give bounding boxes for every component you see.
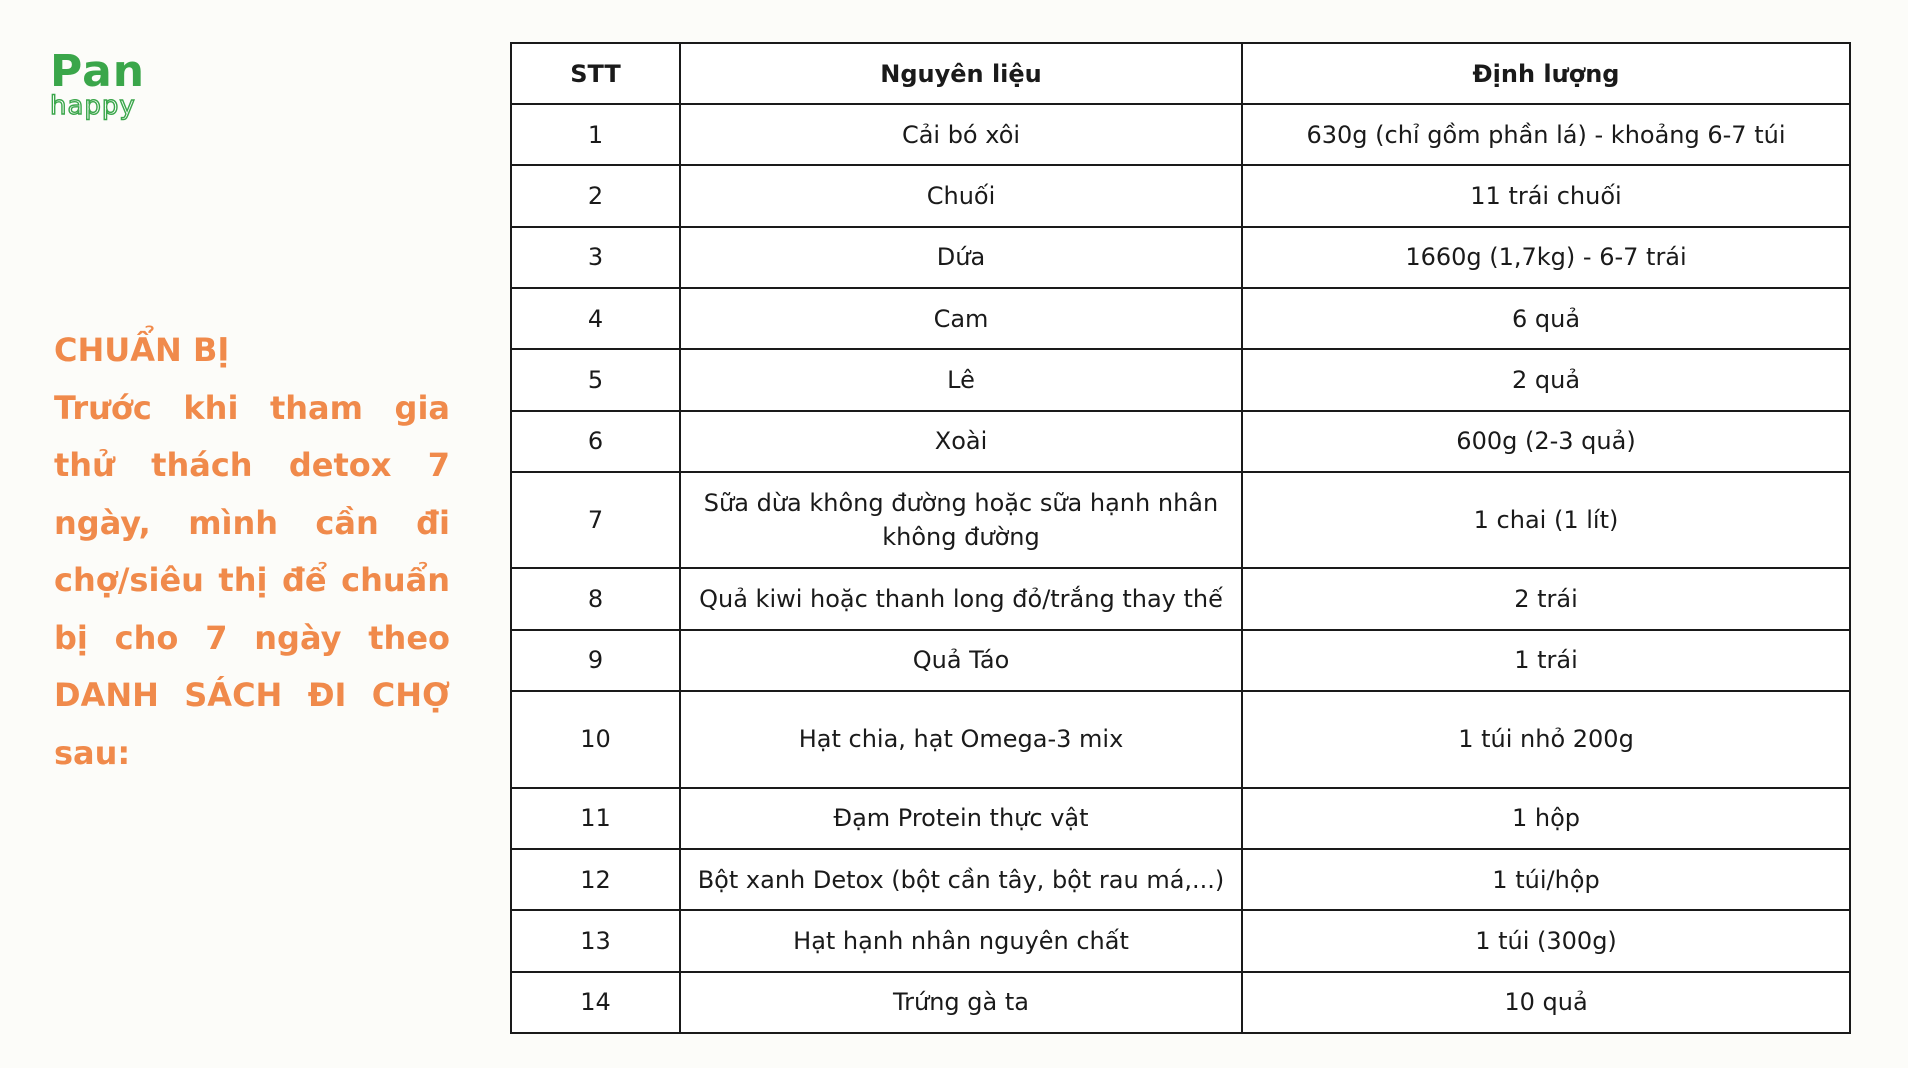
table-row — [511, 288, 1850, 349]
cell-quantity: 1660g (1,7kg) - 6-7 trái — [1242, 227, 1850, 288]
table-row — [511, 849, 1850, 910]
cell-ingredient: Dứa — [680, 227, 1242, 288]
table-header-row — [511, 43, 1850, 104]
table-row — [511, 691, 1850, 788]
cell-ingredient: Lê — [680, 349, 1242, 410]
cell-stt: 11 — [511, 788, 680, 849]
cell-stt: 14 — [511, 972, 680, 1033]
cell-stt: 13 — [511, 910, 680, 971]
cell-ingredient: Cam — [680, 288, 1242, 349]
shopping-list-table — [510, 42, 1851, 1034]
cell-stt: 2 — [511, 165, 680, 226]
cell-stt: 8 — [511, 568, 680, 629]
intro-heading: CHUẨN BỊ — [54, 331, 230, 369]
cell-stt: 5 — [511, 349, 680, 410]
logo-tagline: happy — [50, 91, 136, 121]
header-quantity: Định lượng — [1242, 43, 1850, 104]
cell-quantity: 1 túi nhỏ 200g — [1242, 691, 1850, 788]
cell-ingredient: Sữa dừa không đường hoặc sữa hạnh nhân không đường — [680, 472, 1242, 569]
cell-ingredient: Trứng gà ta — [680, 972, 1242, 1033]
table-row — [511, 349, 1850, 410]
cell-stt: 9 — [511, 630, 680, 691]
cell-quantity: 2 quả — [1242, 349, 1850, 410]
cell-ingredient: Quả kiwi hoặc thanh long đỏ/trắng thay thế — [680, 568, 1242, 629]
cell-ingredient: Hạt hạnh nhân nguyên chất — [680, 910, 1242, 971]
header-stt: STT — [511, 43, 680, 104]
cell-ingredient: Hạt chia, hạt Omega-3 mix — [680, 691, 1242, 788]
table-row — [511, 788, 1850, 849]
cell-quantity: 11 trái chuối — [1242, 165, 1850, 226]
table-row — [511, 630, 1850, 691]
intro-body: Trước khi tham gia thử thách detox 7 ngày, mình cần đi chợ/siêu thị để chuẩn bị cho 7 ngày theo DANH SÁCH ĐI CHỢ sau: — [54, 388, 450, 772]
cell-quantity: 1 trái — [1242, 630, 1850, 691]
cell-ingredient: Quả Táo — [680, 630, 1242, 691]
table-row — [511, 165, 1850, 226]
intro-text-block — [54, 322, 450, 782]
cell-stt: 1 — [511, 104, 680, 165]
cell-ingredient: Cải bó xôi — [680, 104, 1242, 165]
cell-quantity: 630g (chỉ gồm phần lá) - khoảng 6-7 túi — [1242, 104, 1850, 165]
cell-stt: 4 — [511, 288, 680, 349]
table-row — [511, 910, 1850, 971]
cell-quantity: 1 túi/hộp — [1242, 849, 1850, 910]
cell-quantity: 2 trái — [1242, 568, 1850, 629]
cell-quantity: 1 túi (300g) — [1242, 910, 1850, 971]
cell-stt: 12 — [511, 849, 680, 910]
shopping-list-table-container — [510, 42, 1849, 1034]
table-row — [511, 227, 1850, 288]
table-row — [511, 472, 1850, 569]
table-row — [511, 568, 1850, 629]
cell-ingredient: Xoài — [680, 411, 1242, 472]
cell-quantity: 600g (2-3 quả) — [1242, 411, 1850, 472]
cell-quantity: 10 quả — [1242, 972, 1850, 1033]
cell-stt: 7 — [511, 472, 680, 569]
cell-quantity: 1 chai (1 lít) — [1242, 472, 1850, 569]
header-ingredient: Nguyên liệu — [680, 43, 1242, 104]
table-row — [511, 411, 1850, 472]
pan-happy-logo — [50, 46, 190, 121]
cell-quantity: 1 hộp — [1242, 788, 1850, 849]
table-row — [511, 104, 1850, 165]
table-row — [511, 972, 1850, 1033]
logo-wordmark: Pan — [50, 46, 146, 97]
cell-stt: 10 — [511, 691, 680, 788]
cell-ingredient: Đạm Protein thực vật — [680, 788, 1242, 849]
cell-stt: 6 — [511, 411, 680, 472]
cell-ingredient: Bột xanh Detox (bột cần tây, bột rau má,...) — [680, 849, 1242, 910]
cell-ingredient: Chuối — [680, 165, 1242, 226]
cell-quantity: 6 quả — [1242, 288, 1850, 349]
cell-stt: 3 — [511, 227, 680, 288]
